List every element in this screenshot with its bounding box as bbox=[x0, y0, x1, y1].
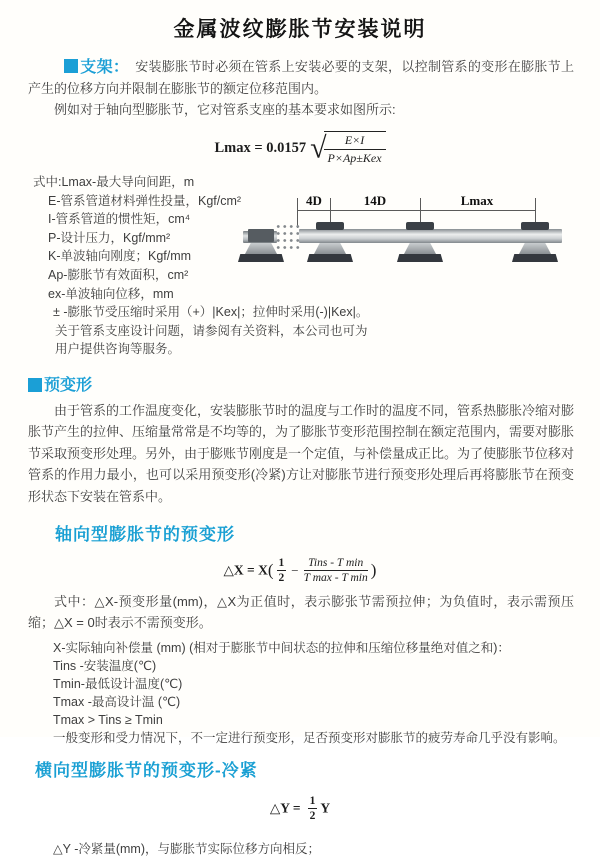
definition-line: Tmax > Tins ≥ Tmin bbox=[53, 713, 163, 728]
support-saddle bbox=[316, 222, 344, 230]
support-base bbox=[512, 254, 558, 262]
predeform-paragraph: 由于管系的工作温度变化，安装膨胀节时的温度与工作时的温度不同，管系热膨胀冷缩对膨胀节产生的拉伸、压缩量常常是不均等的，为了膨胀节变形范围控制在额定范围内，需要对膨胀节采取预变形处理。另外，由于膨账节刚度是一个定值，与补偿量成正比。为了使膨胀节位移对管系的作用力最小，也可以采用预变形(冷紧)方让对膨胀节进行预变形处理后再将膨胀节在预变形状态下安装在管系中。 bbox=[28, 402, 575, 504]
definition-line: X-实际轴向补偿量 (mm) (相对于膨胀节中间状态的拉伸和压缩位移量绝对值之和)： bbox=[53, 641, 510, 656]
support-pedestal bbox=[519, 243, 551, 254]
definition-line: Tmax -最高设计温 (℃) bbox=[53, 695, 181, 710]
support-pedestal bbox=[404, 243, 436, 254]
definition-line: ex-单波轴向位移，mm bbox=[48, 286, 174, 301]
one-half-fraction: $\frac{1}{2}$ bbox=[278, 557, 285, 585]
definition-line: Ap-膨胀节有效面积，cm² bbox=[48, 267, 189, 282]
definition-line: K-单波轴向刚度；Kgf/mm bbox=[48, 249, 192, 264]
fraction-numerator: E×I bbox=[324, 133, 386, 150]
support-pedestal bbox=[245, 243, 277, 254]
predeform-heading-text: 预变形 bbox=[44, 376, 93, 394]
close-paren: ) bbox=[370, 560, 377, 580]
support-saddle bbox=[406, 222, 434, 230]
lateral-definition-line: △Y -冷紧量(mm)，与膨胀节实际位移方向相反； bbox=[53, 842, 321, 857]
minus-sign: − bbox=[291, 562, 299, 578]
support-spacing-diagram bbox=[243, 192, 598, 294]
axial-definition-lines bbox=[53, 639, 600, 747]
page-title: 金属波纹膨胀节安装说明 bbox=[173, 18, 427, 41]
support-saddle bbox=[521, 222, 549, 230]
dimension-label-lmax: Lmax bbox=[458, 194, 497, 207]
open-paren: ( bbox=[267, 560, 274, 580]
support-pedestal bbox=[314, 243, 346, 254]
axial-formula-explanation: 式中：△X-预变形量(mm)，△X为正值时，表示膨张节需预拉伸；为负值时，表示需预压缩；△X = 0时表示不需预变形。 bbox=[28, 594, 574, 631]
definition-line: P-设计压力，Kgf/mm² bbox=[48, 230, 171, 245]
radical-sign: √ bbox=[310, 131, 327, 165]
definition-line: ± -膨胀节受压缩时采用（+）|Kex|；拉伸时采用(-)|Kex|。 bbox=[53, 305, 369, 320]
support-example-paragraph: 例如对于轴向型膨胀节，它对管系支座的基本要求如图所示: bbox=[54, 102, 396, 117]
formula-suffix: Y bbox=[320, 800, 331, 816]
definition-line: Tmin-最低设计温度(℃) bbox=[53, 677, 183, 692]
predeform-section-heading bbox=[28, 372, 600, 395]
support-base bbox=[238, 254, 284, 262]
support-base bbox=[397, 254, 443, 262]
formula-prefix: △Y = bbox=[269, 800, 301, 816]
support-intro-text: 安装膨胀节时必须在管系上安装必要的支架，以控制管系的变形在膨胀节上产生的位移方向并限制在膨胀节的额定位移范围内。 bbox=[28, 59, 574, 96]
guide-support bbox=[397, 222, 443, 263]
temperature-fraction: $\frac{\text{Tins - T min}}{\text{T max - T min}}$ bbox=[303, 557, 368, 585]
consulting-note: 关于管系支座设计问题，请参阅有关资料，本公司也可为用户提供咨询等服务。 bbox=[55, 323, 368, 357]
dimension-line bbox=[297, 210, 535, 211]
formula-lhs: Lmax = 0.0157 bbox=[214, 140, 307, 156]
dimension-label-4d: 4D bbox=[303, 194, 325, 207]
support-section-heading: 支架： bbox=[80, 59, 130, 76]
definition-line: 一般变形和受力情况下，不一定进行预变形，足否预变形对膨胀节的疲劳寿命几乎没有影响。 bbox=[53, 731, 566, 746]
one-half-fraction: $\frac{1}{2}$ bbox=[309, 795, 316, 823]
guide-support bbox=[307, 222, 353, 263]
lmax-formula bbox=[0, 131, 600, 166]
section-square-icon bbox=[28, 378, 42, 392]
formula-prefix: △X = X bbox=[223, 562, 268, 578]
anchor-support bbox=[238, 222, 284, 263]
formula-fraction bbox=[324, 131, 386, 166]
definition-line: Tins -安装温度(℃) bbox=[53, 659, 157, 674]
support-intro-paragraph bbox=[28, 56, 574, 99]
definition-line: I-管系管道的惯性矩，cm⁴ bbox=[48, 212, 191, 227]
lateral-predeform-formula bbox=[0, 795, 600, 822]
support-base bbox=[307, 254, 353, 262]
definition-line: 式中:Lmax-最大导向间距，m bbox=[33, 175, 195, 189]
lateral-subheading: 横向型膨胀节的预变形-冷紧 bbox=[35, 761, 258, 781]
section-square-icon bbox=[64, 59, 78, 73]
anchor-clamp bbox=[248, 229, 274, 242]
definition-line: E-管系管道材料弹性投量，Kgf/cm² bbox=[48, 193, 242, 208]
fraction-denominator: P×Ap±Kex bbox=[327, 151, 382, 165]
dimension-label-14d: 14D bbox=[361, 194, 389, 207]
axial-subheading: 轴向型膨胀节的预变形 bbox=[55, 525, 235, 545]
guide-support bbox=[512, 222, 558, 263]
axial-predeform-formula bbox=[0, 557, 600, 584]
